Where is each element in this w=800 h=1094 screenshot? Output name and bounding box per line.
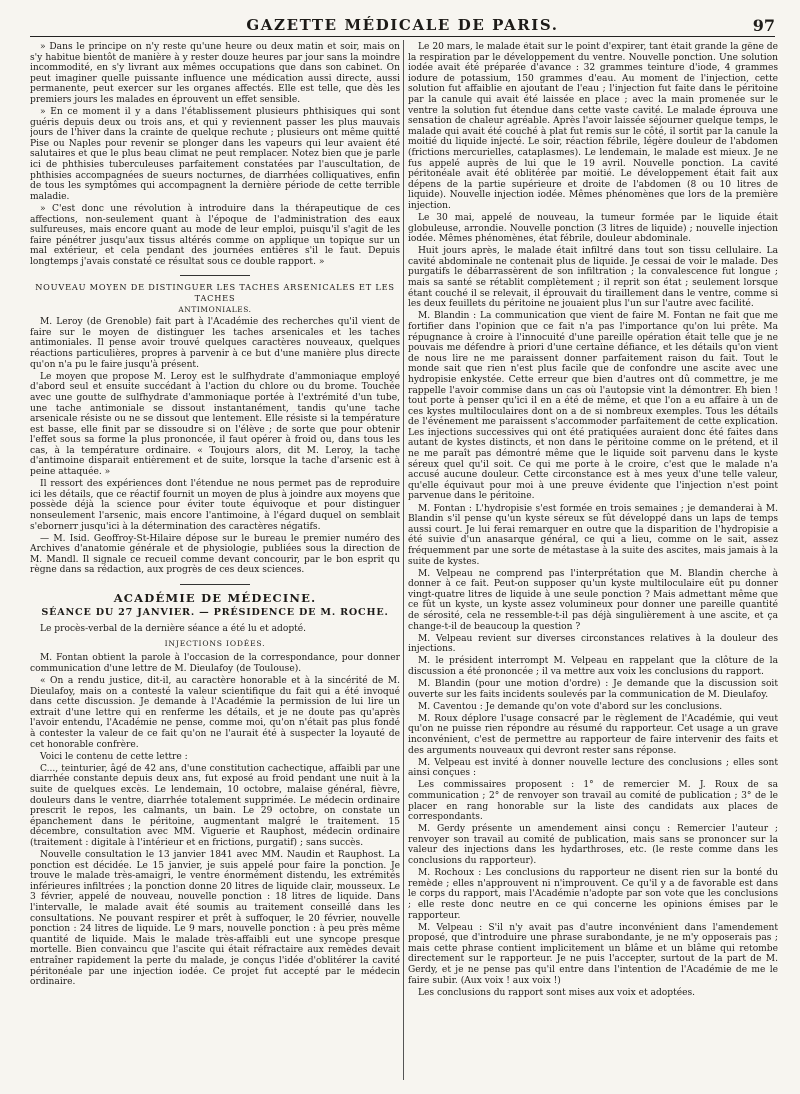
paragraph: M. Roux déplore l'usage consacré par le règlement de l'Académie, qui veut qu'on ne puisse rien répondre au résumé du rapporteur. Cet usage a un grave inconvénient, c'est de permettre au rapporteur de faire intervenir des faits et des arguments nouveaux qui devront rester sans réponse. [408,713,778,756]
paragraph: M. Velpeau revient sur diverses circonstances relatives à la douleur des injections. [408,633,778,655]
paragraph: » C'est donc une révolution à introduire dans la thérapeutique de ces affections, non-seulement quant à l'époque de l'administration des eaux sulfureuses, mais encore quant au mode de leur emploi, puisqu'il s'agit de les faire pénétrer jusqu'aux tissus altérés comme on applique un topique sur un mal extérieur, et cela pendant des journées entières s'il le faut. Depuis longtemps j'avais constaté ce résultat sous ce double rapport. » [30,203,400,267]
right-column [408,42,778,1084]
paragraph: Le procès-verbal de la dernière séance a été lu et adopté. [40,624,307,635]
section-rule [180,275,250,276]
paragraph: M. Velpeau : S'il n'y avait pas d'autre inconvénient dans l'amendement proposé, que d'introduire une phrase surabondante, je ne m'y opposerais pas ; mais cette phrase contient implicitement un blâme et un blâme qui retombe directement sur le rapporteur. Je ne puis l'accepter, surtout de la part de M. Gerdy, et je ne pense pas qu'il entre dans l'intention de l'Académie de me le faire subir. (Aux voix ! aux voix !) [408,922,778,986]
paragraph: M. Gerdy présente un amendement ainsi conçu : Remercier l'auteur ; renvoyer son travail au comité de publication, mais sans se prononcer sur la valeur des injections dans les hydarthroses, etc. (le reste comme dans les conclusions du rapporteur). [408,824,778,867]
paragraph: M. Fontan : L'hydropisie s'est formée en trois semaines ; je demanderai à M. Blandin s'il pense qu'un kyste séreux se fût développé dans un laps de temps aussi court. Je lui ferai remarquer en outre que la disparition de l'hydropisie a été suivie d'un anasarque général, ce qui a lieu, comme on le sait, assez fréquemment par une sorte de métastase à la suite des ascites, mais jamais à la suite de kystes. [408,503,778,567]
paragraph: Les conclusions du rapport sont mises aux voix et adoptées. [418,987,696,998]
paragraph: M. le président interrompt M. Velpeau en rappelant que la clôture de la discussion a été prononcée ; il va mettre aux voix les conclusions du rapport. [408,656,778,677]
paragraph: Les commissaires proposent : 1° de remercier M. J. Roux de sa communication ; 2° de renvoyer son travail au comité de publication ; 3° de le placer en rang honorable sur la liste des candidats aux places de correspondants. [408,780,778,823]
paragraph: — M. Isid. Geoffroy-St-Hilaire dépose sur le bureau le premier numéro des Archives d'anatomie générale et de physiologie, publiées sous la direction de M. Mandl. Il signale ce recueil comme devant concourir, par le bon esprit qu règne dans sa rédaction, aux progrès de ces deux sciences. [30,533,400,576]
paragraph: « On a rendu justice, dit-il, au caractère honorable et à la sincérité de M. Dieulafoy, mais on a contesté la valeur scientifique du fait qui a été invoqué dans cette discussion. Je demande à l'Académie la permission de lui lire un extrait d'une lettre qui en renferme les détails, et je ne doute pas qu'après l'avoir entendu, l'Académie ne pense, comme moi, qu'on n'était pas plus fondé à contester la valeur de ce fait qu'on ne l'aurait été à suspecter la loyauté de cet honorable confrère. [30,676,400,750]
paragraph: Il ressort des expériences dont l'étendue ne nous permet pas de reproduire ici les détails, que ce réactif fournit un moyen de plus à joindre aux moyens que possède déjà la science pour éviter toute équivoque et pour distinguer nonseulement l'arsenic, mais encore l'antimoine, à l'égard duquel on semblait s'ebornerr jusqu'ici à la détermination des caractères négatifs. [30,479,400,532]
paragraph: » En ce moment il y a dans l'établissement plusieurs phthisiques qui sont guéris depuis deux ou trois ans, et qui y reviennent passer les plus mauvais jours de l'hiver dans la crainte de quelque rechute ; plusieurs ont même quitté Pise ou Naples pour revenir se plonger dans les vapeurs qui leur avaient été salutaires et que le plus beau climat ne peut remplacer. Notez bien que je parle ici de phthisies tuberculeuses parfaitement constatées par l'auscultation, de phthisies accompagnées de sueurs nocturnes, de diarrhées colliquatives, enfin de tous les symptômes qui accompagnent la dernière période de cette terrible maladie. [30,107,400,202]
paragraph: M. Velpeau ne comprend pas l'interprétation que M. Blandin cherche à donner à ce fait. Peut-on supposer qu'un kyste multiloculaire eût pu donner vingt-quatre litres de liquide à une seule ponction ? Mais admettant même que ce fût un kyste, un kyste assez volumineux pour donner une pareille quantité de sérosité, cela ne ressemble-t-il pas déjà singulièrement à une ascite, et ça change-t-il de beaucoup la question ? [408,568,778,632]
header-rule [30,36,775,37]
paragraph: Le 30 mai, appelé de nouveau, la tumeur formée par le liquide était globuleuse, arrondie. Nouvelle ponction (3 litres de liquide) ; nouvelle injection iodée. Mêmes phénomènes, état fébrile, douleur abdominale. [408,213,778,245]
left-column [30,42,400,1084]
paragraph: M. Fontan obtient la parole à l'occasion de la correspondance, pour donner communication d'une lettre de M. Dieulafoy (de Toulouse). [30,653,400,674]
section-heading: NOUVEAU MOYEN DE DISTINGUER LES TACHES ARSENICALES ET LES TACHES [35,282,395,304]
paragraph: » Dans le principe on n'y reste qu'une heure ou deux matin et soir, mais on s'y habitue bientôt de manière à y rester douze heures par jour sans la moindre incommodité, en s'y livrant aux mêmes occupations que dans son cabinet. On peut imaginer quelle puissante influence une médication aussi directe, aussi permanente, peut exercer sur les organes affectés. Elle est telle, que dès les premiers jours les malades en éprouvent un effet sensible. [30,42,400,105]
seance-heading: SÉANCE DU 27 JANVIER. — PRÉSIDENCE DE M. ROCHE. [41,606,389,618]
paragraph: M. Caventou : Je demande qu'on vote d'abord sur les conclusions. [418,701,723,712]
paragraph: Nouvelle consultation le 13 janvier 1841 avec MM. Naudin et Rauphost. La ponction est décidée. Le 15 janvier, je suis appelé pour faire la ponction. Je trouve le malade très-amaigri, le ventre énormément distendu, les extrémités inférieures infiltrées ; la ponction donne 20 litres de liquide clair, mousseux. Le 3 février, appelé de nouveau, nouvelle ponction : 18 litres de liquide. Dans l'intervalle, le malade avait été soumis au traitement conseillé dans les consultations. Ne pouvant respirer et prêt à suffoquer, le 20 février, nouvelle ponction : 24 litres de liquide. Le 9 mars, nouvelle ponction : à peu près même quantité de liquide. Mais le malade très-affaibli eut une syncope presque mortelle. Bien convaincu que l'ascite qui était réfractaire aux remèdes devait entraîner rapidement la perte du malade, je conçus l'idée d'oblitérer la cavité péritonéale par une injection iodée. Ce projet fut accepté par le médecin ordinaire. [30,850,400,988]
paragraph: Voici le contenu de cette lettre : [40,751,188,762]
paragraph: M. Velpeau est invité à donner nouvelle lecture des conclusions ; elles sont ainsi conçues : [408,757,778,779]
section-rule [180,584,250,585]
journal-title: GAZETTE MÉDICALE DE PARIS. [246,16,559,34]
paragraph: Le 20 mars, le malade était sur le point d'expirer, tant était grande la gêne de la respiration par le développement du ventre. Nouvelle ponction. Une solution iodée avait été préparée d'avance : 32 grammes teinture d'iode, 4 grammes iodure de potassium, 150 grammes d'eau. Au moment de l'injection, cette solution fut affaiblie en ajoutant de l'eau ; l'injection fut faite dans le péritoine par la canule qui avait été laissée en place ; avec la main promenée sur le ventre la solution fut étendue dans cette vaste cavité. Le malade éprouva une sensation de chaleur agréable. Après l'avoir laissée séjourner quelque temps, le malade qui avait été couché à plat fut remis sur le côté, il sortit par la canule la moitié du liquide injecté. Le soir, réaction fébrile, légère douleur de l'abdomen (frictions mercurielles, cataplasmes). Le lendemain, le malade est mieux. Je ne fus appelé auprès de lui que le 19 avril. Nouvelle ponction. La cavité péritonéale avait été oblitérée par moitié. Le développement était fait aux dépens de la partie supérieure et droite de l'abdomen (8 ou 10 litres de liquide). Nouvelle injection iodée. Mêmes phénomènes que lors de la première injection. [408,42,778,211]
page-header [30,12,775,36]
paragraph: C..., teinturier, âgé de 42 ans, d'une constitution cachectique, affaibli par une diarrhée constante depuis deux ans, fut exposé au froid pendant une nuit à la suite de quelques excès. Le lendemain, 10 octobre, malaise général, fièvre, douleurs dans le ventre, diarrhée totalement supprimée. Le médecin ordinaire prescrit le repos, les calmants, un bain. Le 29 octobre, on constate un épanchement dans le péritoine, augmentant malgré le traitement. 15 décembre, consultation avec MM. Viguerie et Rauphost, médecin ordinaire (traitement : digitale à l'intérieur et en frictions, purgatif) ; sans succès. [30,763,400,848]
page-number: 97 [752,16,775,35]
paragraph: Le moyen que propose M. Leroy est le sulfhydrate d'ammoniaque employé d'abord seul et ensuite succédant à l'action du chlore ou du brome. Touchée avec une goutte de sulfhydrate d'ammoniaque portée à l'extrémité d'un tube, une tache antimoniale se dissout instantanément, tandis qu'une tache arsenicale résiste ou ne se dissout que lentement. Elle résiste si la température est basse, elle finit par se dissoudre si on l'élève ; de sorte que pour obtenir l'effet sous sa forme la plus prononcée, il faut opérer à froid ou, dans tous les cas, à la température ordinaire. « Toujours alors, dit M. Leroy, la tache d'antimoine disparait entièrement et de suite, lorsque la tache d'arsenic est à peine attaquée. » [30,371,400,478]
column-divider [403,40,404,1080]
paragraph: M. Rochoux : Les conclusions du rapporteur ne disent rien sur la bonté du remède ; elles n'approuvent ni n'improuvent. Ce qu'il y a de favorable est dans le corps du rapport, mais l'Académie n'adopte par son vote que les conclusions ; elle reste donc neutre en ce qui concerne les opinions émises par le rapporteur. [408,868,778,921]
paragraph: M. Leroy (de Grenoble) fait part à l'Académie des recherches qu'il vient de faire sur le moyen de distinguer les taches arsenicales et les taches antimoniales. Il pense avoir trouvé quelques caractères nouveaux, quelques réactions particulières, propres à parvenir à ce but d'une manière plus directe qu'on n'a pu le faire jusqu'à présent. [30,317,400,370]
academie-heading: ACADÉMIE DE MÉDECINE. [113,591,317,605]
injections-heading: INJECTIONS IODÉES. [164,638,266,648]
section-heading-cont: ANTIMONIALES. [178,305,252,315]
paragraph: M. Blandin : La communication que vient de faire M. Fontan ne fait que me fortifier dans l'opinion que ce fait n'a pas l'importance qu'on lui prête. Ma répugnance à croire à l'innocuité d'une pareille opération était telle que je ne pouvais me défendre à priori d'une certaine défiance, et les détails qu'on vient de nous lire ne me paraissent donner parfaitement raison du fait. Tout le monde sait que rien n'est plus facile que de confondre une ascite avec une hydropisie enkystée. Cette erreur que bien d'autres ont dû commettre, je me rappelle l'avoir commise dans un cas où l'autopsie vint la démontrer. Eh bien ! tout porte à penser qu'ici il en a été de même, et que l'on a eu affaire à un de ces kystes multiloculaires dont on a de si nombreux exemples. Tous les détails de l'événement me paraissent s'accommoder parfaitement de cette explication. Les injections successives qui ont été pratiquées auraient donc été faites dans autant de kystes distincts, et non dans le péritoine comme on le prétend, et il ne me paraît pas démontré même que le liquide soit parvenu dans le kyste séreux quel qu'il soit. Ce qui me porte à le croire, c'est que le malade n'a accusé aucune douleur. Cette circonstance est à mes yeux d'une telle valeur, qu'elle équivaut pour moi à une preuve évidente que l'injection n'est point parvenue dans le péritoine. [408,311,778,502]
paragraph: Huit jours après, le malade était infiltré dans tout son tissu cellulaire. La cavité abdominale ne contenait plus de liquide. Je cessai de voir le malade. Des purgatifs le débarrassèrent de son infiltration ; la convalescence fut longue ; mais sa santé se rétablit complètement ; il reprit son état ; seulement lorsque étant couché il se relevait, il éprouvait du tiraillement dans le ventre, comme si les deux feuillets du péritoine ne jouaient plus l'un sur l'autre avec facilité. [408,246,778,310]
paragraph: M. Blandin (pour une motion d'ordre) : Je demande que la discussion soit ouverte sur les faits incidents soulevés par la communication de M. Dieulafoy. [408,679,778,700]
